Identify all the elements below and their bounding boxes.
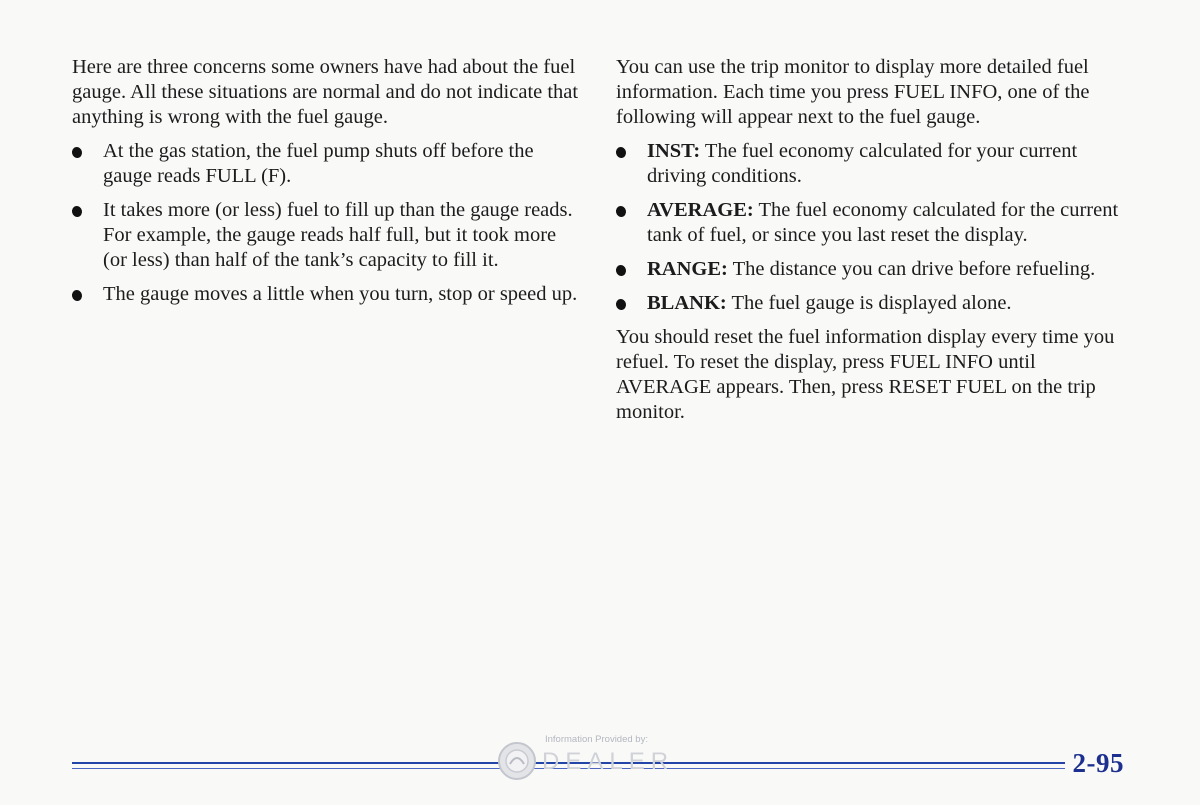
bullet-icon [615,264,627,277]
bullet-icon [615,146,627,159]
bullet-icon [71,289,83,302]
mode-term: AVERAGE: [647,199,754,221]
bullet-icon [615,298,627,311]
right-intro-paragraph: You can use the trip monitor to display more detailed fuel information. Each time you press FUEL INFO, one of the following will appear next to the fuel gauge. [616,56,1090,128]
right-column [616,55,1128,434]
watermark-caption: Information Provided by: [545,734,648,745]
watermark-logo-icon [496,740,538,782]
list-item-text: At the gas station, the fuel pump shuts off before the gauge reads FULL (F). [103,140,534,187]
mode-description: The fuel economy calculated for the current tank of fuel, or since you last reset the display. [647,199,1119,246]
page-number: 2-95 [1072,748,1124,778]
list-item-text: The gauge moves a little when you turn, stop or speed up. [103,283,578,305]
watermark-word: DEALER [542,748,675,775]
left-column [72,55,582,316]
list-item [72,282,582,307]
mode-description: The fuel gauge is displayed alone. [726,292,1012,314]
mode-term: RANGE: [647,258,728,280]
list-item [72,139,582,189]
bullet-icon [615,205,627,218]
list-item [72,198,582,273]
list-item [616,198,1128,248]
left-intro-paragraph: Here are three concerns some owners have had about the fuel gauge. All these situations are normal and do not indicate that anything is wrong with the fuel gauge. [72,56,579,128]
list-item [616,291,1128,316]
list-item [616,257,1128,282]
mode-description: The fuel economy calculated for your current driving conditions. [647,140,1078,187]
list-item-text: It takes more (or less) fuel to fill up than the gauge reads. For example, the gauge reads half full, but it took more (or less) than half of the tank’s capacity to fill it. [103,199,573,271]
dealer-watermark [496,734,696,784]
list-item [616,139,1128,189]
bullet-icon [71,146,83,159]
mode-term: BLANK: [647,292,727,314]
mode-description: The distance you can drive before refueling. [727,258,1096,280]
bullet-icon [71,205,83,218]
concerns-list [72,139,582,307]
right-outro-paragraph: You should reset the fuel information display every time you refuel. To reset the display, press FUEL INFO until AVERAGE appears. Then, press RESET FUEL on the trip monitor. [616,326,1115,423]
display-modes-list [616,139,1128,316]
mode-term: INST: [647,140,701,162]
